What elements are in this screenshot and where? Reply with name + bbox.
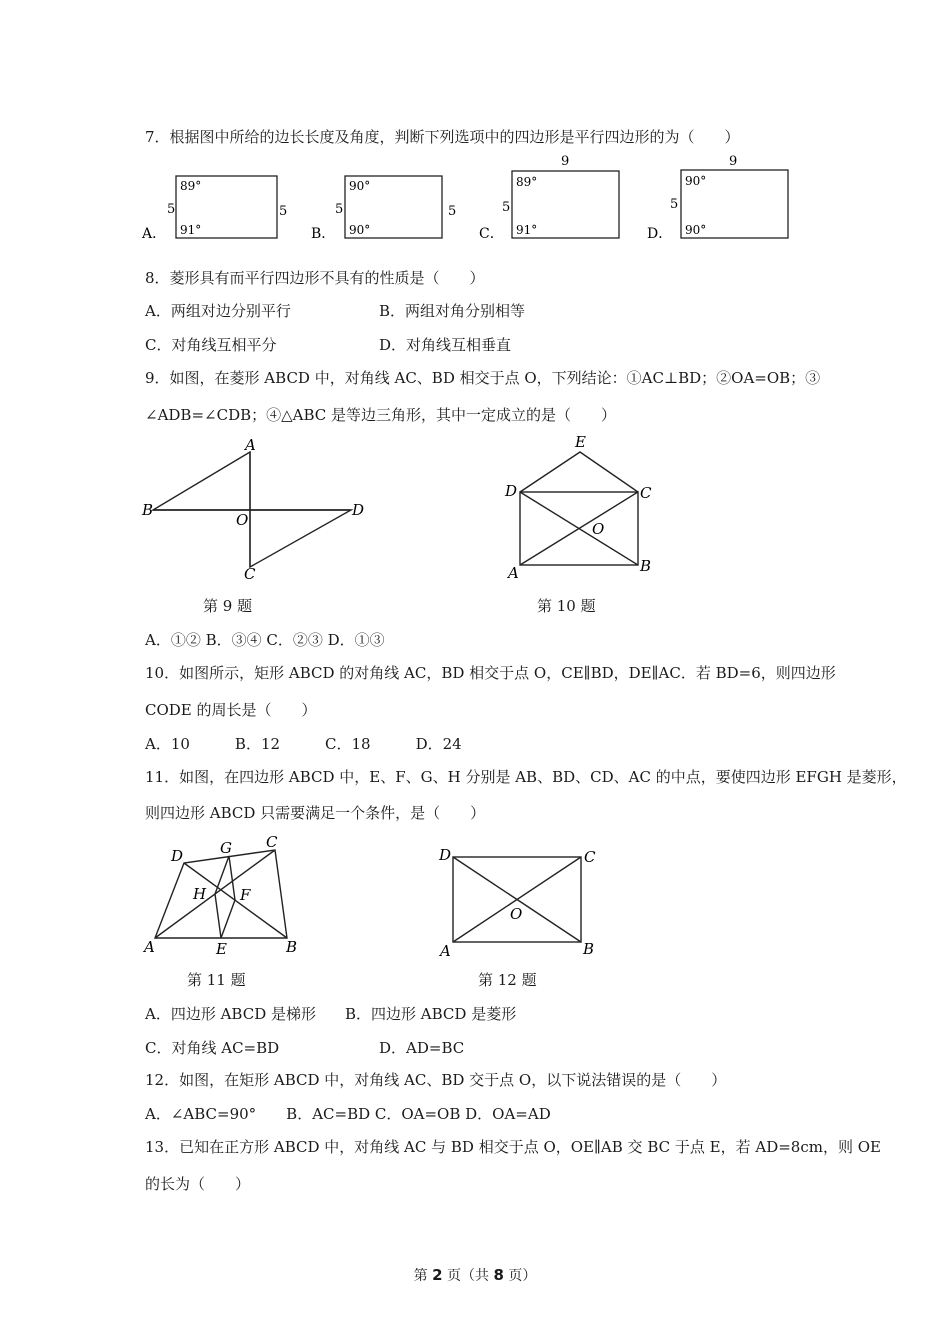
q7-b-bottom-angle: 90°	[349, 223, 371, 237]
q11-option-a: A．四边形 ABCD 是梯形	[145, 1005, 317, 1023]
q7-option-b-figure	[311, 176, 456, 242]
q8-stem: 8．菱形具有而平行四边形不具有的性质是（ ）	[145, 269, 485, 287]
q12-rectangle-figure	[430, 840, 610, 965]
q10-label-c: C	[640, 484, 652, 502]
q11-quadrilateral-figure	[140, 830, 315, 960]
q8-option-a: A．两组对边分别平行	[145, 302, 291, 320]
q13-stem-line1: 13．已知在正方形 ABCD 中，对角线 AC 与 BD 相交于点 O，OE∥AB 交 BC 于点 E，若 AD=8cm，则 OE	[145, 1138, 881, 1156]
q8-option-c: C．对角线互相平分	[145, 336, 277, 354]
q7-option-a-figure	[141, 176, 287, 242]
q7-c-top-side: 9	[561, 154, 570, 169]
q7-a-right-side: 5	[279, 204, 288, 219]
q7-b-letter: B．	[311, 226, 336, 242]
q10-caption: 第 10 题	[537, 597, 596, 615]
q12-label-a: A	[440, 942, 451, 960]
q9-label-a: A	[245, 436, 256, 454]
page-footer	[0, 1265, 950, 1285]
q10-options: A．10 B．12 C．18 D．24	[145, 735, 462, 753]
q10-stem-line2: CODE 的周长是（ ）	[145, 701, 317, 719]
q7-d-bottom-angle: 90°	[685, 223, 707, 237]
q7-d-top-angle: 90°	[685, 174, 707, 188]
q8-option-b: B．两组对角分别相等	[379, 302, 526, 320]
q10-label-b: B	[640, 557, 652, 575]
q9-label-o: O	[236, 511, 249, 529]
q11-label-h: H	[193, 885, 207, 903]
q7-b-top-angle: 90°	[349, 179, 371, 193]
q7-d-letter: D．	[647, 226, 673, 242]
q7-option-c-figure	[479, 154, 619, 242]
q10-label-a: A	[508, 564, 519, 580]
q10-label-e: E	[575, 433, 586, 451]
q11-stem-line2: 则四边形 ABCD 只需要满足一个条件，是（ ）	[145, 804, 486, 822]
q7-a-letter: A．	[142, 226, 167, 242]
q11-caption: 第 11 题	[187, 971, 246, 989]
q7-figures	[140, 150, 820, 250]
q12-stem: 12．如图，在矩形 ABCD 中，对角线 AC、BD 交于点 O，以下说法错误的是（ ）	[145, 1071, 727, 1089]
q9-label-c: C	[244, 565, 256, 583]
q11-label-c: C	[266, 833, 278, 851]
q10-stem-line1: 10．如图所示，矩形 ABCD 的对角线 AC，BD 相交于点 O，CE∥BD，DE∥AC．若 BD=6，则四边形	[145, 664, 836, 682]
q11-label-a: A	[144, 938, 155, 956]
q9-options: A．①② B．③④ C．②③ D．①③	[145, 631, 385, 649]
q9-stem-line1: 9．如图，在菱形 ABCD 中，对角线 AC、BD 相交于点 O，下列结论：①AC⊥BD；②OA=OB；③	[145, 369, 821, 387]
q13-stem-line2: 的长为（ ）	[145, 1175, 251, 1193]
q7-a-top-angle: 89°	[180, 179, 202, 193]
q11-label-d: D	[171, 847, 184, 865]
q8-option-d: D．对角线互相垂直	[379, 336, 512, 354]
footer-total-pages: 8	[493, 1266, 504, 1284]
q10-rectangle-figure	[500, 430, 670, 580]
q11-option-b: B．四边形 ABCD 是菱形	[345, 1005, 517, 1023]
footer-prefix: 第	[413, 1268, 433, 1284]
q9-rhombus-figure	[140, 435, 380, 585]
q7-c-letter: C．	[479, 226, 504, 242]
q11-label-g: G	[220, 839, 232, 857]
q7-c-left-side: 5	[502, 200, 511, 215]
footer-middle: 页（共	[442, 1268, 494, 1284]
q7-b-left-side: 5	[335, 202, 344, 217]
q7-d-left-side: 5	[670, 197, 679, 212]
q12-label-o: O	[510, 905, 523, 923]
q11-option-c: C．对角线 AC=BD	[145, 1039, 280, 1057]
q11-label-e: E	[216, 940, 227, 958]
q12-label-d: D	[439, 846, 452, 864]
footer-suffix: 页）	[503, 1268, 537, 1284]
q12-label-c: C	[584, 848, 596, 866]
q12-caption: 第 12 题	[478, 971, 537, 989]
q7-a-left-side: 5	[167, 202, 176, 217]
q10-label-d: D	[505, 482, 518, 500]
q10-label-o: O	[592, 520, 605, 538]
q9-label-b: B	[142, 501, 154, 519]
q11-label-b: B	[286, 938, 298, 956]
q7-b-right-side: 5	[448, 204, 457, 219]
q11-label-f: F	[240, 886, 251, 904]
q12-options: A．∠ABC=90° B．AC=BD C．OA=OB D．OA=AD	[145, 1105, 551, 1123]
q9-caption: 第 9 题	[203, 597, 253, 615]
q7-stem: 7．根据图中所给的边长长度及角度，判断下列选项中的四边形是平行四边形的为（ ）	[145, 128, 740, 146]
footer-page-number: 2	[432, 1266, 443, 1284]
q11-stem-line1: 11．如图，在四边形 ABCD 中，E、F、G、H 分别是 AB、BD、CD、AC 的中点，要使四边形 EFGH 是菱形，	[145, 768, 907, 786]
q7-c-top-angle: 89°	[516, 175, 538, 189]
q11-option-d: D．AD=BC	[379, 1039, 465, 1057]
q7-d-top-side: 9	[729, 154, 738, 169]
q12-label-b: B	[583, 940, 595, 958]
q9-label-d: D	[352, 501, 365, 519]
q7-a-bottom-angle: 91°	[180, 223, 202, 237]
q7-option-d-figure	[647, 154, 788, 242]
q7-c-bottom-angle: 91°	[516, 223, 538, 237]
q9-stem-line2: ∠ADB=∠CDB；④△ABC 是等边三角形，其中一定成立的是（ ）	[145, 406, 617, 424]
